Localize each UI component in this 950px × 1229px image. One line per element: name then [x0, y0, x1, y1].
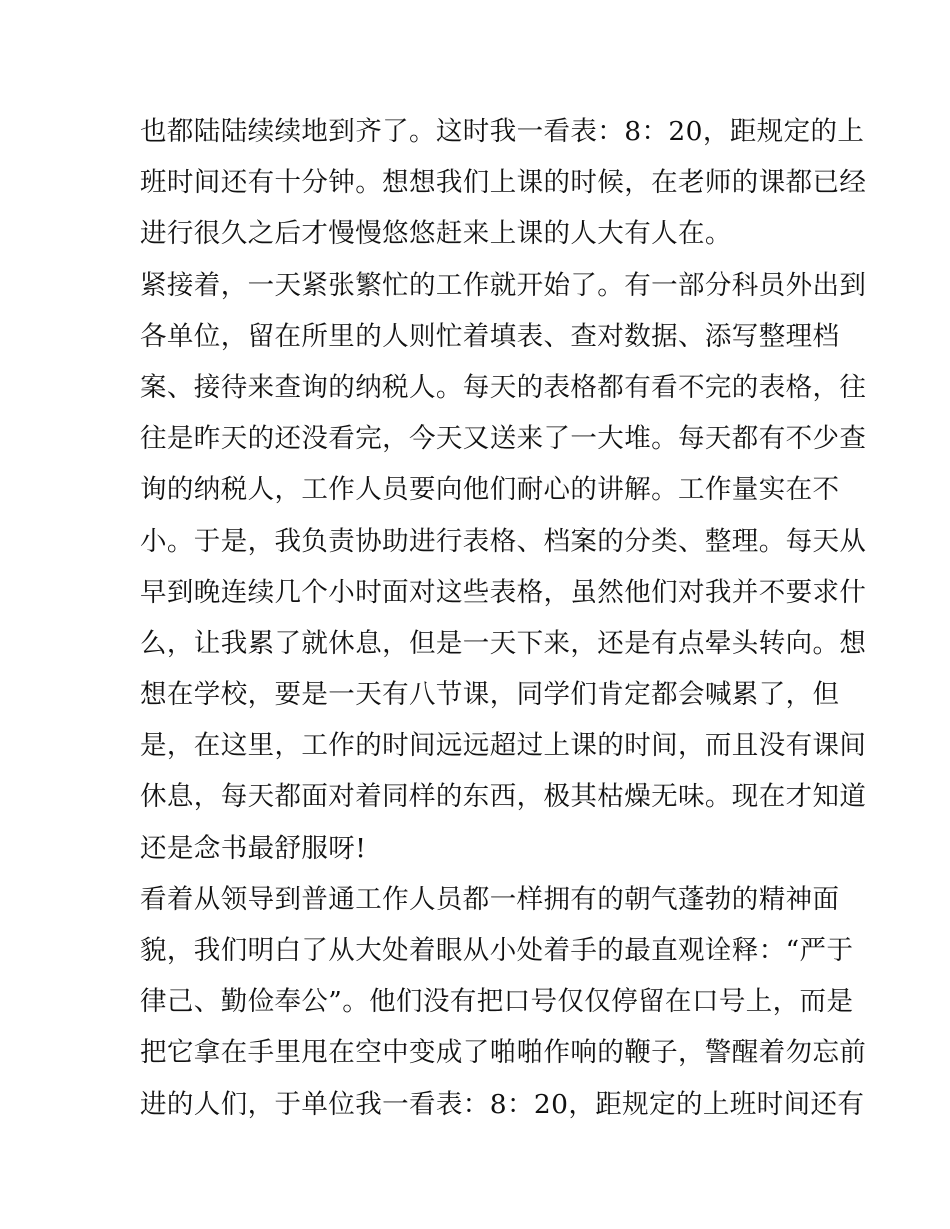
text-line: 看着从领导到普通工作人员都一样拥有的朝气蓬勃的精神面: [140, 883, 840, 915]
text-line: 往是昨天的还没看完，今天又送来了一大堆。每天都有不少查: [140, 423, 867, 455]
text-line: 是，在这里，工作的时间远远超过上课的时间，而且没有课间: [140, 730, 867, 762]
text-line: 案、接待来查询的纳税人。每天的表格都有看不完的表格，往: [140, 371, 867, 403]
text-line: 小。于是，我负责协助进行表格、档案的分类、整理。每天从: [140, 525, 867, 557]
document-body-text: [140, 106, 867, 1130]
text-line: 还是念书最舒服呀!: [140, 832, 367, 864]
text-line: 么，让我累了就休息，但是一天下来，还是有点晕头转向。想: [140, 627, 867, 659]
text-line: 进的人们，于单位我一看表：8：20，距规定的上班时间还有: [140, 1088, 865, 1120]
text-line: 询的纳税人，工作人员要向他们耐心的讲解。工作量实在不: [140, 474, 840, 506]
text-line: 紧接着，一天紧张繁忙的工作就开始了。有一部分科员外出到: [140, 269, 867, 301]
text-line: 班时间还有十分钟。想想我们上课的时候，在老师的课都已经: [140, 167, 867, 199]
text-line: 想在学校，要是一天有八节课，同学们肯定都会喊累了，但: [140, 679, 840, 711]
text-line: 貌，我们明白了从大处着眼从小处着手的最直观诠释：“严于: [140, 935, 854, 966]
text-line: 把它拿在手里甩在空中变成了啪啪作响的鞭子，警醒着勿忘前: [140, 1037, 867, 1069]
text-line: 律己、勤俭奉公”。他们没有把口号仅仅停留在口号上，而是: [140, 986, 854, 1018]
text-line: 进行很久之后才慢慢悠悠赶来上课的人大有人在。: [140, 218, 732, 250]
text-line: 也都陆陆续续地到齐了。这时我一看表：8：20，距规定的上: [140, 116, 865, 147]
text-line: 早到晚连续几个小时面对这些表格，虽然他们对我并不要求什: [140, 576, 867, 608]
text-line: 各单位，留在所里的人则忙着填表、查对数据、添写整理档: [140, 320, 840, 352]
text-line: 休息，每天都面对着同样的东西，极其枯燥无味。现在才知道: [140, 781, 867, 813]
